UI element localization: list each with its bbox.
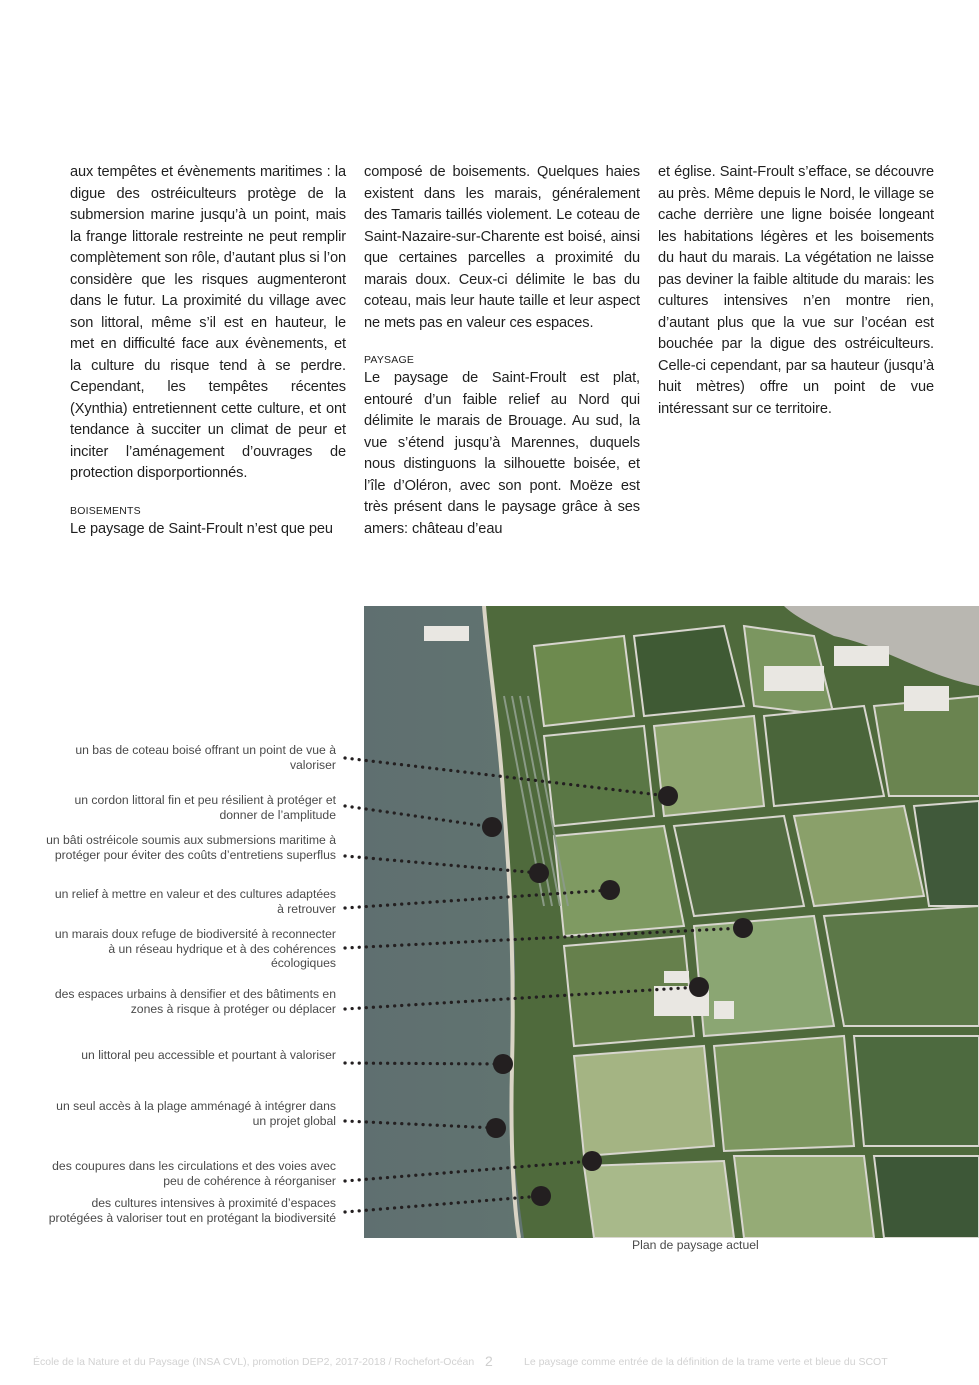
annotation-label: des cultures intensives à proximité d’espaces protégées à valoriser tout en protégant la biodiversité <box>48 1196 336 1225</box>
paragraph: Le paysage de Saint-Froult n’est que peu <box>70 520 333 537</box>
annotation-label: un bas de coteau boisé offrant un point de vue à valoriser <box>75 743 336 772</box>
annotation-label: un relief à mettre en valeur et des cultures adaptées à retrouver <box>54 887 336 916</box>
section-heading-boisements: BOISEMENTS <box>70 504 141 517</box>
text-column-1 <box>70 162 346 540</box>
annotation-label: des coupures dans les circulations et des voies avec peu de cohérence à réorganiser <box>52 1159 336 1188</box>
annotation-label: des espaces urbains à densifier et des bâtiments en zones à risque à protéger ou déplacer <box>54 987 336 1016</box>
paragraph: et église. Saint-Froult s’efface, se découvre au près. Même depuis le Nord, le village se cache derrière une ligne boisée longeant les habitations légères et les boisements du haut du marais. La végétation ne laisse pas deviner la faible altitude du marais: les cultures intensives n’en montre rien, d’autant plus que la vue sur l’océan est bouchée par la digue des ostréiculteurs. Celle-ci cependant, par sa hauteur (jusqu’à huit mètres) offre un point de vue intéressant sur ce territoire. <box>658 164 934 417</box>
paragraph: Le paysage de Saint-Froult est plat, entouré d’un faible relief au Nord qui délimite le marais de Brouage. Au sud, la vue s’étend jusqu’à Marennes, duquels nous distinguons la silhouette boisée, et l’île d’Oléron, avec son pont. Moëze est très présent dans le paysage grâce à ses amers: château d’eau <box>364 370 640 537</box>
paragraph: aux tempêtes et évènements maritimes : la digue des ostréiculteurs protège de la submersion marine jusqu’à un point, mais la frange littorale restreinte ne peut remplir complètement son rôle, d’autant plus si l’on considère que les risques augmenteront dans le futur. La proximité du village avec son littoral, même s’il est en hauteur, le met en difficulté face aux évènements, et la culture du risque tend à se perdre. Cependant, les tempêtes récentes (Xynthia) entretiennent cette culture, et ont tendance à succiter un climat de peur et inciter l’aménagement d’ouvrages de protection disporportionnés. <box>70 164 346 481</box>
annotation-label: un seul accès à la plage amménagé à intégrer dans un projet global <box>56 1099 336 1128</box>
annotation-label: un cordon littoral fin et peu résilient à protéger et donner de l’amplitude <box>74 793 336 822</box>
footer-school: École de la Nature et du Paysage (INSA CVL), promotion DEP2, 2017-2018 / Rochefort-Océan <box>33 1356 475 1368</box>
page-number: 2 <box>485 1353 493 1369</box>
text-column-2 <box>364 162 640 540</box>
paragraph: composé de boisements. Quelques haies existent dans les marais, généralement des Tamaris taillés violement. Le coteau de Saint-Nazaire-sur-Charente est boisé, ainsi que certaines parcelles a proximité du marais doux. Ceux-ci délimite le bas du coteau, mais leur haute taille et leur aspect ne mets pas en valeur ces espaces. <box>364 164 640 331</box>
aerial-landscape-map <box>364 606 979 1238</box>
map-caption: Plan de paysage actuel <box>632 1238 759 1252</box>
section-heading-paysage: PAYSAGE <box>364 354 415 366</box>
footer-title: Le paysage comme entrée de la définition de la trame verte et bleue du SCOT <box>524 1356 888 1368</box>
annotation-label: un bâti ostréicole soumis aux submersions maritime à protéger pour éviter des coûts d’entretiens superflus <box>46 833 336 862</box>
annotation-label: un littoral peu accessible et pourtant à valoriser <box>81 1048 336 1062</box>
text-column-3 <box>658 162 934 420</box>
annotation-label: un marais doux refuge de biodiversité à reconnecter à un réseau hydrique et à des cohérences écologiques <box>54 927 336 970</box>
